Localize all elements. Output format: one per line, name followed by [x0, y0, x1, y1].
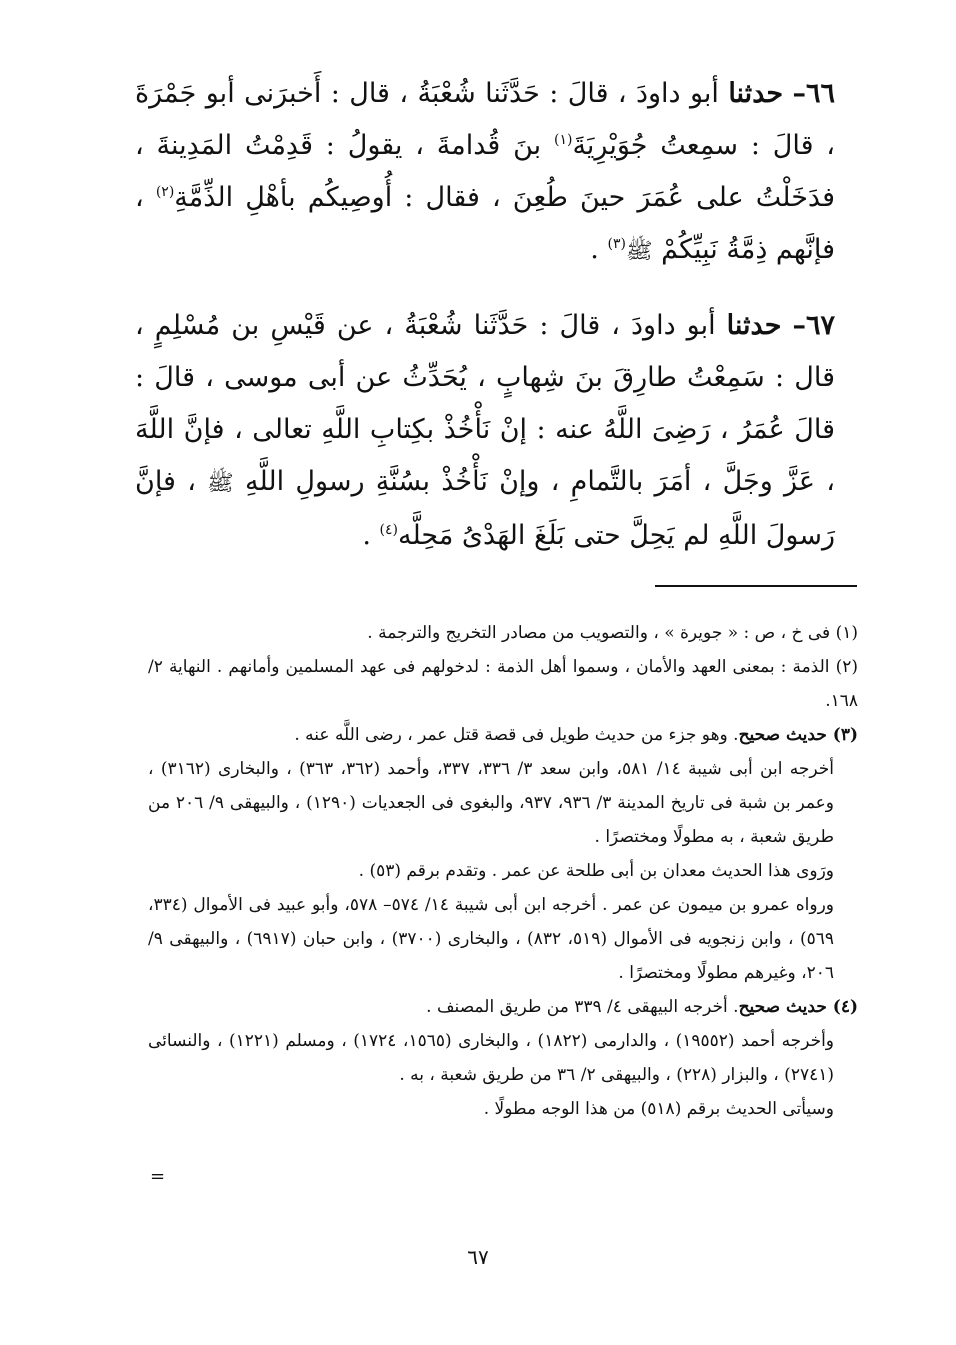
footnote-4-takhrij: وأخرجه أحمد (١٩٥٥٢) ، والدارمى (١٨٢٢) ، والبخارى (١٥٦٥، ١٧٢٤) ، ومسلم (١٢٢١) ، والنسائى (٢٧٤١) ، والبزار (٢٢٨) ، والبيهقى ٢/ ٣٦ من طريق شعبة ، به .	[148, 1031, 835, 1085]
hadith-text: أبو داودَ ، قالَ : حَدَّثَنا شُعْبَةُ ، عن قَيْسِ بن مُسْلِمٍ ، قال : سَمِعْتُ طارِقَ بنَ شِهابٍ ، يُحَدِّثُ عن أبى موسى ، قالَ : قالَ عُمَرُ ، رَضِىَ اللَّهُ عنه : إنْ نَأْخُذْ بكِتابِ اللَّهِ تعالى ، فإنَّ اللَّهَ ، عَزَّ وجَلَّ ، أمَرَ بالتَّمامِ ، وإنْ نَأْخُذْ بسُنَّةِ رسولِ اللَّهِ	[135, 310, 835, 497]
footnote-4	[148, 990, 858, 1024]
hadith-text: بنَ قُدامةَ ، يقولُ : قَدِمْتُ المَدِينةَ ، فدَخَلْتُ على عُمَرَ حينَ طُعِنَ ، فقال : أُوصِيكُم بأهْلِ الذِّمَّةِ	[135, 130, 835, 213]
hadith-number: ٦٧–	[792, 310, 835, 341]
hadith-number: ٦٦–	[792, 78, 835, 109]
footnote-ref[interactable]: (٤)	[379, 522, 399, 538]
footnotes	[148, 616, 858, 1126]
hadith-end: .	[362, 520, 371, 551]
footnote-3-note: ورواه عمرو بن ميمون عن عمر . أخرجه ابن أبى شيبة ١٤/ ٥٧٤– ٥٧٨، وأبو عبيد فى الأموال (٣٣٤، ٥٦٩) ، وابن زنجويه فى الأموال (٥١٩، ٨٣٢) ، والبخارى (٣٧٠٠) ، وابن حبان (٦٩١٧) ، والبيهقى ٩/ ٢٠٦، وغيرهم مطولًا ومختصرًا .	[148, 895, 835, 983]
hadith-lead: حدثنا	[728, 78, 784, 109]
hadith-67	[135, 300, 835, 562]
footnote-ref[interactable]: (١)	[553, 132, 573, 148]
footnote-3	[148, 718, 858, 752]
footnote-1: (١) فى خ ، ص : « جويرة » ، والتصويب من مصادر التخريج والترجمة .	[367, 623, 858, 643]
hadith-lead: حدثنا	[726, 310, 782, 341]
footnote-ref[interactable]: (٣)	[607, 236, 626, 252]
footnote-divider	[655, 585, 857, 587]
continuation-mark: =	[150, 1166, 166, 1187]
footnote-4-note: وسيأتى الحديث برقم (٥١٨) من هذا الوجه مطولًا .	[483, 1099, 834, 1119]
hadith-text: ، فإنَّ رَسولَ اللَّهِ لم يَحِلَّ حتى بَلَغَ الهَدْىُ مَحِلَّه	[135, 466, 835, 551]
footnote-ref[interactable]: (٢)	[155, 184, 175, 200]
hadith-text: أبو داودَ ، قالَ : حَدَّثَنا شُعْبَةُ ، قال : أَخبرَنى أبو جَمْرَةَ ، قالَ : سمِعتُ جُوَيْرِيَةَ	[135, 78, 836, 161]
footnote-text: . وهو جزء من حديث طويل فى قصة قتل عمر ، رضى اللَّه عنه .	[294, 725, 739, 745]
hadith-66	[135, 68, 835, 278]
footnote-3-takhrij: أخرجه ابن أبى شيبة ١٤/ ٥٨١، وابن سعد ٣/ ٣٣٦، ٣٣٧، وأحمد (٣٦٢، ٣٦٣) ، والبخارى (٣١٦٢) ، وعمر بن شبة فى تاريخ المدينة ٣/ ٩٣٦، ٩٣٧، والبغوى فى الجعديات (١٢٩٠) ، والبيهقى ٩/ ٢٠٦ من طريق شعبة ، به مطولًا ومختصرًا .	[148, 759, 835, 847]
footnote-text: . أخرجه البيهقى ٤/ ٣٣٩ من طريق المصنف .	[426, 997, 739, 1017]
salawat-icon: ﷺ	[207, 471, 234, 496]
footnote-grade: (٣) حديث صحيح	[738, 725, 858, 745]
salawat-icon: ﷺ	[625, 239, 653, 264]
footnote-2: (٢) الذمة : بمعنى العهد والأمان ، وسموا أهل الذمة : لدخولهم فى عهد المسلمين وأمانهم . النهاية ٢/ ١٦٨.	[148, 657, 858, 711]
page-number: ٦٧	[467, 1245, 489, 1269]
footnote-3-note: ورَوى هذا الحديث معدان بن أبى طلحة عن عمر . وتقدم برقم (٥٣) .	[358, 861, 834, 881]
footnote-grade: (٤) حديث صحيح	[738, 997, 858, 1017]
hadith-text: ، فإنَّهم ذِمَّةُ نَبِيِّكُمْ	[135, 182, 835, 265]
hadith-end: .	[590, 234, 599, 265]
